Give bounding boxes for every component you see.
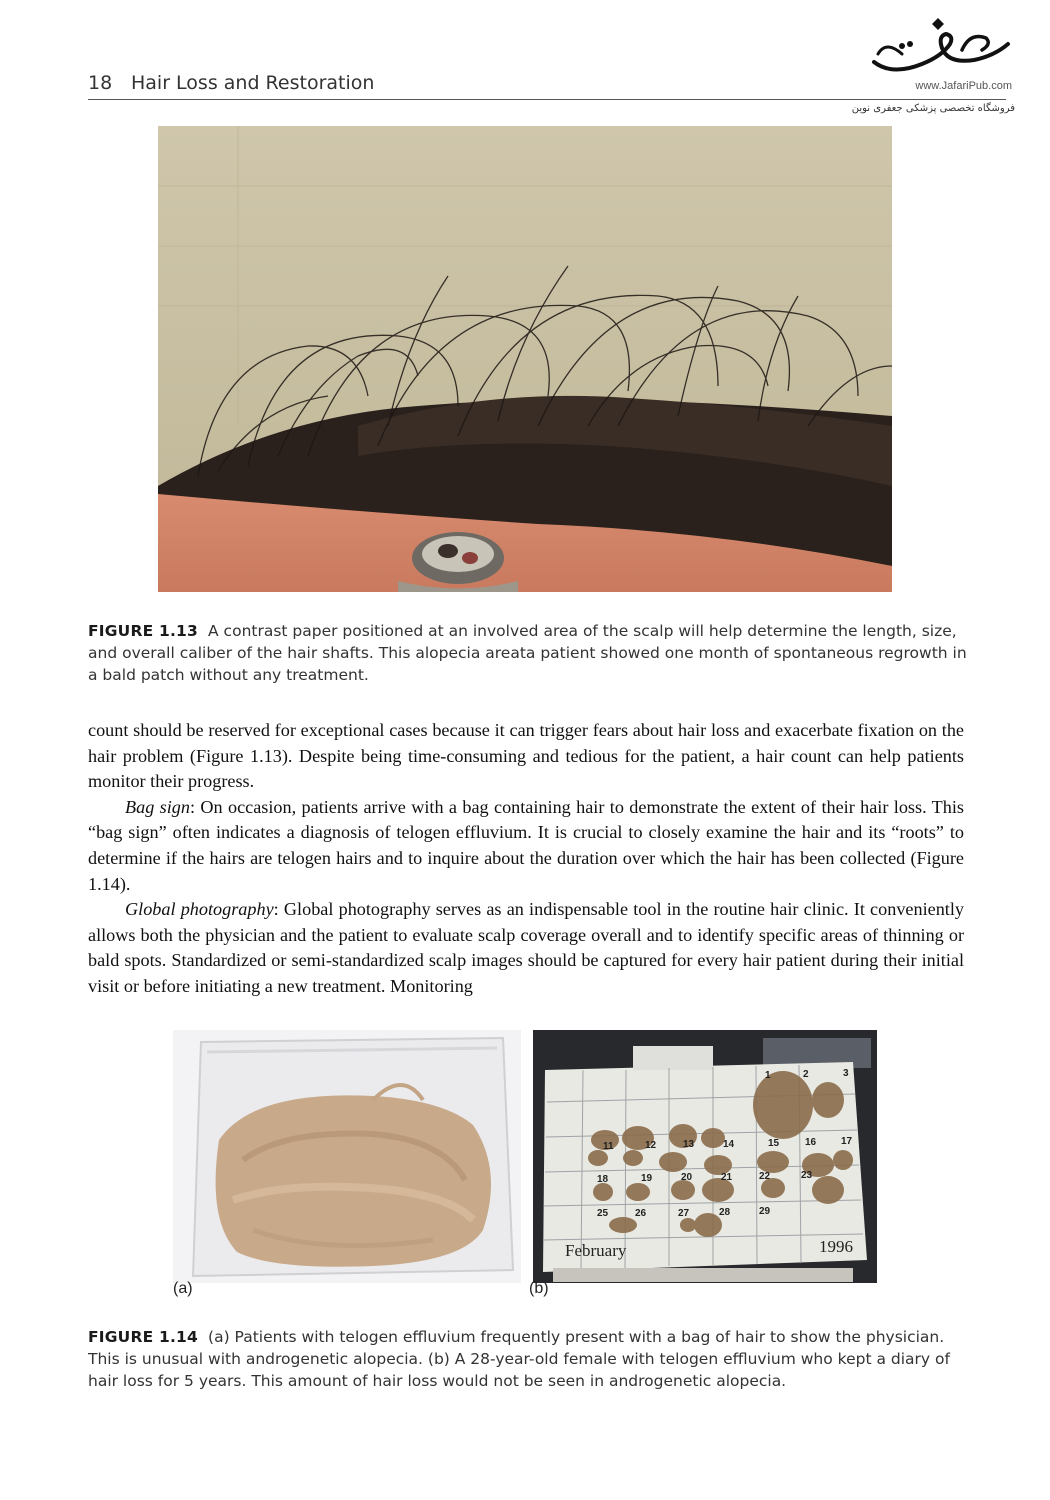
calendar-day: 14 (723, 1139, 735, 1150)
calendar-day: 20 (681, 1172, 693, 1183)
term: Bag sign (125, 796, 190, 817)
calendar-day: 13 (683, 1139, 695, 1150)
calendar-month: February (565, 1241, 627, 1260)
running-title: Hair Loss and Restoration (131, 72, 375, 94)
paragraph-text: : On occasion, patients arrive with a bag containing hair to demonstrate the extent of their hair loss. This “bag sign” often indicates a diagnosis of telogen effluvium. It is crucial to closely examine the hair and its “roots” to determine if the hairs are telogen hairs and to inquire about the duration over which the hair has been collected (Figure 1.14). (88, 796, 964, 894)
publisher-logo (862, 14, 1016, 86)
calendar-day: 26 (635, 1208, 647, 1219)
paragraph-text: : Global photography serves as an indispensable tool in the routine hair clinic. It conveniently allows both the physician and the patient to evaluate scalp coverage overall and to identify specific areas of thinning or bald spots. Standardized or semi-standardized scalp images should be captured for every hair patient during their initial visit or before initiating a new treatment. Monitoring (88, 899, 964, 996)
calendar-day: 3 (843, 1068, 849, 1079)
calendar-day: 15 (768, 1138, 780, 1149)
calendar-day: 27 (678, 1208, 690, 1219)
figure-1-14-caption (88, 1326, 968, 1392)
logo-url: www.JafariPub.com (915, 80, 1012, 92)
figure-1-14b-photo (533, 1030, 877, 1283)
calendar-day: 16 (805, 1137, 817, 1148)
calendar-day: 12 (645, 1140, 657, 1151)
paragraph: count should be reserved for exceptional cases because it can trigger fears about hair loss and exacerbate fixation on the hair problem (Figure 1.13). Despite being time-consuming and tedious for the patient, a hair count can help patients monitor their progress. (88, 720, 964, 792)
figure-label: FIGURE 1.13 (88, 622, 199, 640)
figure-label: FIGURE 1.14 (88, 1328, 199, 1346)
calendar-day: 29 (759, 1206, 771, 1217)
calendar-year: 1996 (819, 1237, 853, 1256)
caption-text: A contrast paper positioned at an involved area of the scalp will help determine the length, size, and overall caliber of the hair shafts. This alopecia areata patient showed one month of spontaneous regrowth in a bald patch without any treatment. (88, 622, 967, 684)
logo-store-name: فروشگاه تخصصی پزشکی جعفری نوین (851, 103, 1015, 114)
subfigure-label-a: (a) (173, 1280, 193, 1297)
calendar-day: 18 (597, 1174, 609, 1185)
calendar-day: 1 (765, 1070, 771, 1081)
calendar-day: 19 (641, 1173, 653, 1184)
subfigure-label-b: (b) (529, 1280, 549, 1297)
figure-1-13-photo (158, 126, 892, 592)
paragraph (88, 795, 964, 897)
body-text (88, 718, 964, 1000)
calendar-day: 22 (759, 1171, 771, 1182)
calendar-day: 21 (721, 1172, 733, 1183)
term: Global photography (125, 899, 274, 920)
calendar-day: 11 (603, 1141, 614, 1152)
figure-1-13-caption (88, 620, 968, 686)
page-number: 18 (88, 72, 113, 94)
calendar-day: 17 (841, 1136, 853, 1147)
caption-text: (a) Patients with telogen effluvium frequently present with a bag of hair to show the physician. This is unusual with androgenetic alopecia. (b) A 28-year-old female with telogen effluvium who kept a diary of hair loss for 5 years. This amount of hair loss would not be seen in androgenetic alopecia. (88, 1328, 950, 1390)
paragraph (88, 897, 964, 999)
figure-1-14a-photo (173, 1030, 521, 1283)
calendar-day: 28 (719, 1207, 731, 1218)
header-rule (88, 99, 1006, 100)
calendar-day: 25 (597, 1208, 609, 1219)
calendar-day: 23 (801, 1170, 813, 1181)
calendar-day: 2 (803, 1069, 809, 1080)
